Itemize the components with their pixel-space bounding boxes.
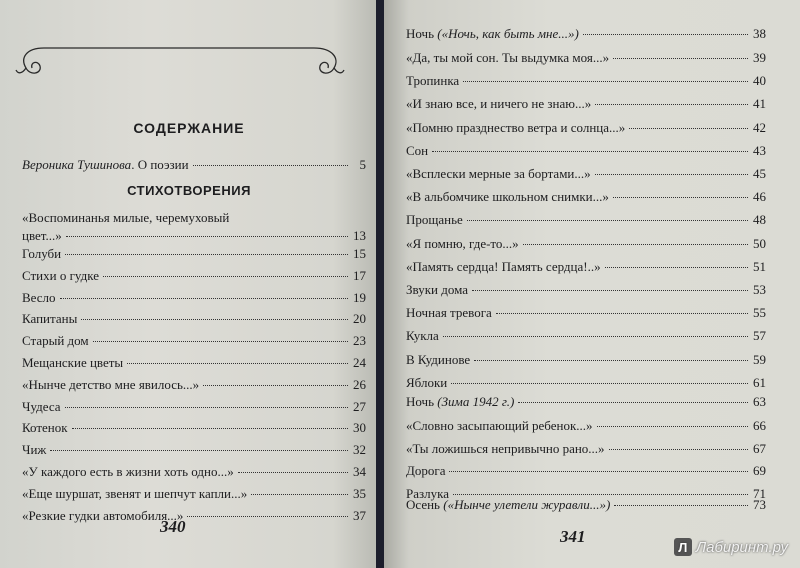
dot-leader — [443, 336, 748, 337]
entry-title: «И знаю все, и ничего не знаю...» — [406, 96, 592, 112]
entry-title-line1: «Воспоминанья милые, черемуховый — [22, 210, 230, 225]
toc-entry — [406, 26, 766, 42]
page-number-left: 340 — [160, 517, 186, 536]
toc-entry — [406, 259, 766, 275]
toc-entry — [406, 394, 766, 410]
entry-title: Капитаны — [22, 311, 78, 327]
entry-title: Стихи о гудке — [22, 267, 99, 283]
page-ref: 17 — [353, 267, 366, 283]
dot-leader — [203, 385, 348, 386]
dot-leader — [518, 402, 748, 403]
toc-entry — [406, 143, 766, 159]
page-ref: 39 — [753, 50, 766, 65]
dot-leader — [238, 472, 348, 473]
toc-entry — [406, 418, 766, 434]
toc-entry-intro — [22, 157, 366, 173]
page-ref: 55 — [753, 305, 766, 321]
section-heading: СТИХОТВОРЕНИЯ — [127, 183, 251, 198]
toc-entry — [22, 246, 366, 262]
toc-entry — [406, 236, 766, 252]
entry-title: Ночь — [406, 26, 435, 41]
page-ref: 50 — [753, 235, 766, 251]
entry-title: Старый дом — [22, 333, 89, 349]
entry-title: Чиж — [22, 442, 47, 458]
page-ref: 51 — [753, 258, 766, 274]
left-page — [0, 0, 378, 568]
dot-leader — [605, 267, 748, 268]
toc-entry — [406, 282, 766, 298]
toc-entry — [22, 228, 366, 244]
page-ref: 37 — [353, 507, 366, 523]
toc-entry — [406, 375, 766, 391]
page-number-right: 341 — [560, 527, 586, 546]
page-ref: 67 — [753, 440, 766, 456]
entry-title: Ночная тревога — [406, 305, 492, 321]
toc-entry — [22, 311, 366, 327]
page-ref: 41 — [753, 96, 766, 112]
toc-entry — [406, 497, 766, 513]
page-ref: 63 — [753, 394, 766, 409]
intro-title — [22, 157, 189, 173]
page-ref: 53 — [753, 282, 766, 297]
dot-leader — [523, 244, 748, 245]
entry-title: Весло — [22, 289, 56, 305]
page-ref: 69 — [753, 463, 766, 478]
dot-leader — [474, 360, 748, 361]
right-page — [384, 0, 800, 568]
entry-title: «Ты ложишься непривычно рано...» — [406, 440, 605, 456]
dot-leader — [66, 236, 348, 237]
page-ref: 32 — [353, 442, 366, 458]
page-ref: 59 — [753, 351, 766, 367]
dot-leader — [609, 449, 748, 450]
intro-author: Вероника Тушинова — [22, 157, 132, 172]
toc-entry — [22, 442, 366, 458]
entry-title: В Кудинове — [406, 351, 471, 367]
entry-title: Яблоки — [406, 374, 448, 390]
entry-title: «У каждого есть в жизни хоть одно...» — [22, 464, 234, 479]
toc-entry — [406, 328, 766, 344]
watermark-text: Лабиринт.ру — [695, 538, 788, 556]
dot-leader — [432, 151, 748, 152]
toc-entry — [22, 268, 366, 284]
toc-entry — [22, 377, 366, 393]
dot-leader — [595, 104, 748, 105]
dot-leader — [187, 516, 348, 517]
ornament-divider — [14, 44, 346, 80]
toc-entry — [406, 96, 766, 112]
dot-leader — [451, 383, 748, 384]
toc-entry — [406, 212, 766, 228]
entry-title-line2: цвет...» — [22, 228, 62, 243]
dot-leader — [453, 494, 748, 495]
page-ref: 26 — [353, 376, 366, 392]
entry-title: «Словно засыпающий ребенок...» — [406, 418, 593, 433]
page-ref: 66 — [753, 418, 766, 433]
entry-title: Кукла — [406, 328, 439, 344]
page-ref: 27 — [353, 398, 366, 414]
toc-entry — [22, 290, 366, 306]
toc-entry — [22, 464, 366, 480]
dot-leader — [472, 290, 748, 291]
entry-title: Сон — [406, 142, 429, 158]
entry-title: Тропинка — [406, 73, 460, 89]
dot-leader — [597, 426, 748, 427]
dot-leader — [65, 254, 348, 255]
entry-title: «Память сердца! Память сердца!..» — [406, 258, 601, 274]
page-ref: 57 — [753, 328, 766, 344]
toc-entry — [406, 73, 766, 89]
entry-title: Ночь — [406, 394, 435, 409]
toc-entry — [22, 355, 366, 371]
dot-leader — [251, 494, 348, 495]
entry-title: «Еще шуршат, звенят и шепчут капли...» — [22, 485, 248, 501]
entry-title: Разлука — [406, 485, 450, 501]
page-ref: 71 — [753, 485, 766, 501]
dot-leader — [595, 174, 748, 175]
page-ref: 13 — [353, 228, 366, 243]
page-ref: 40 — [753, 73, 766, 89]
toc-entry — [22, 508, 366, 524]
page-ref: 45 — [753, 166, 766, 181]
page-ref: 30 — [353, 420, 366, 436]
dot-leader — [60, 298, 348, 299]
toc-entry — [406, 305, 766, 321]
toc-entry — [406, 463, 766, 479]
toc-entry — [406, 189, 766, 205]
entry-subtitle: («Ночь, как быть мне...») — [437, 26, 579, 41]
entry-title: Дорога — [406, 463, 446, 478]
entry-title: Мещанские цветы — [22, 355, 124, 370]
dot-leader — [583, 34, 748, 35]
entry-title: Прощанье — [406, 212, 463, 228]
entry-title: «В альбомчике школьном снимки...» — [406, 189, 609, 205]
entry-title: Чудеса — [22, 398, 61, 414]
entry-title: Звуки дома — [406, 282, 469, 297]
entry-title: Осень — [406, 497, 440, 512]
entry-subtitle: («Нынче улетели журавли...») — [443, 497, 611, 512]
entry-title: «Нынче детство мне явилось...» — [22, 376, 200, 392]
toc-entry — [22, 486, 366, 502]
dot-leader — [81, 319, 348, 320]
page-ref: 42 — [753, 119, 766, 135]
dot-leader — [614, 505, 748, 506]
page-ref: 46 — [753, 189, 766, 205]
dot-leader — [496, 313, 748, 314]
page-ref: 38 — [753, 26, 766, 41]
toc-title: СОДЕРЖАНИЕ — [133, 120, 245, 136]
dot-leader — [613, 197, 748, 198]
entry-subtitle: (Зима 1942 г.) — [437, 394, 515, 409]
toc-entry — [22, 399, 366, 415]
dot-leader — [463, 81, 748, 82]
watermark — [674, 538, 788, 556]
toc-entry — [406, 352, 766, 368]
intro-rest: . О поэзии — [131, 157, 189, 172]
dot-leader — [93, 341, 348, 342]
page-ref: 48 — [753, 212, 766, 228]
page-ref: 34 — [353, 464, 366, 479]
page-ref: 35 — [353, 485, 366, 501]
toc-entry — [22, 420, 366, 436]
page-ref: 73 — [753, 497, 766, 512]
page-ref: 61 — [753, 374, 766, 390]
dot-leader — [103, 276, 348, 277]
toc-entry — [406, 120, 766, 136]
entry-title: «Да, ты мой сон. Ты выдумка моя...» — [406, 50, 610, 65]
toc-entry — [406, 50, 766, 66]
page-ref: 5 — [359, 157, 366, 172]
toc-entry — [406, 441, 766, 457]
dot-leader — [127, 363, 348, 364]
dot-leader — [613, 58, 748, 59]
page-ref: 43 — [753, 142, 766, 158]
dot-leader — [467, 220, 748, 221]
page-ref: 20 — [353, 311, 366, 327]
page-ref: 23 — [353, 333, 366, 349]
dot-leader — [629, 128, 748, 129]
watermark-badge: Л — [674, 538, 692, 556]
toc-entry — [406, 166, 766, 182]
entry-title: Котенок — [22, 420, 68, 436]
dot-leader — [449, 471, 748, 472]
entry-title: «Резкие гудки автомобиля...» — [22, 507, 184, 523]
page-ref: 19 — [353, 289, 366, 305]
toc-entry — [22, 210, 366, 226]
entry-title: «Я помню, где-то...» — [406, 235, 519, 251]
dot-leader — [65, 407, 348, 408]
toc-entry — [22, 333, 366, 349]
dot-leader — [72, 428, 348, 429]
dot-leader — [193, 165, 348, 166]
entry-title: «Помню празднество ветра и солнца...» — [406, 119, 626, 135]
entry-title: Голуби — [22, 246, 62, 261]
page-ref: 15 — [353, 246, 366, 261]
dot-leader — [50, 450, 348, 451]
page-ref: 24 — [353, 355, 366, 370]
entry-title: «Всплески мерные за бортами...» — [406, 166, 591, 181]
